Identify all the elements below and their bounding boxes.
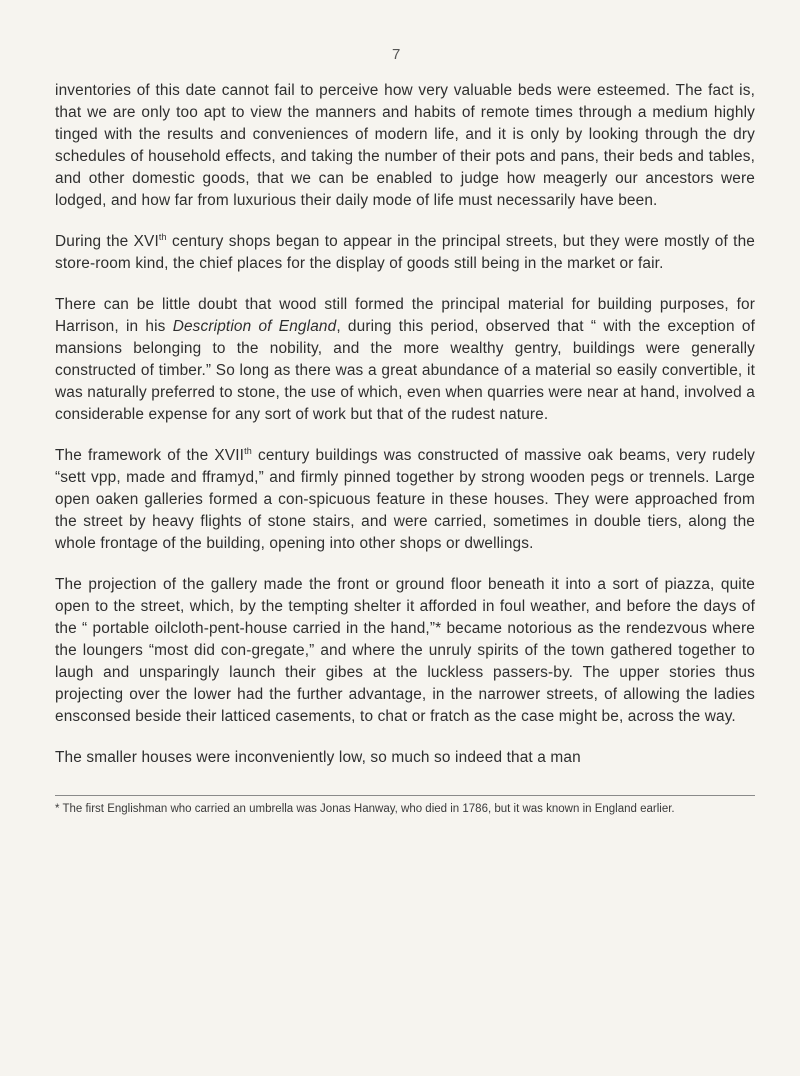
body-text (55, 80, 755, 788)
page-number: 7 (392, 46, 401, 63)
paragraph-3: There can be little doubt that wood still formed the principal material for building purposes, for Harrison, in his Description of England, during this period, observed that “ with the exception of mansions belonging to the nobility, and the more wealthy gentry, buildings were generally constructed of timber.” So long as there was a great abundance of a material so easily convertible, it was naturally preferred to stone, the use of which, even when quarries were near at hand, involved a considerable expense for any sort of work but that of the rudest nature. (55, 296, 755, 423)
paragraph-6: The smaller houses were inconveniently low, so much so indeed that a man (55, 749, 581, 766)
paragraph-1: inventories of this date cannot fail to perceive how very valuable beds were esteemed. The fact is, that we are only too apt to view the manners and habits of remote times through a medium highly tinged with the results and conveniences of modern life, and it is only by looking through the dry schedules of household effects, and taking the number of their pots and pans, their beds and tables, and other domestic goods, that we can be enabled to judge how meagerly our ancestors were lodged, and how far from luxurious their daily mode of life must necessarily have been. (55, 82, 755, 209)
footnote-divider (55, 795, 755, 796)
paragraph-4: The framework of the XVIIth century buildings was constructed of massive oak beams, very rudely “sett vpp, made and fframyd,” and firmly pinned together by strong wooden pegs or trennels. Large open oaken galleries formed a con-spicuous feature in these houses. They were approached from the street by heavy flights of stone stairs, and were carried, sometimes in double tiers, along the whole frontage of the building, opening into other shops or dwellings. (55, 445, 755, 552)
paragraph-2: During the XVIth century shops began to appear in the principal streets, but they were mostly of the store-room kind, the chief places for the display of goods still being in the market or fair. (55, 231, 756, 272)
paragraph-5: The projection of the gallery made the front or ground floor beneath it into a sort of piazza, quite open to the street, which, by the tempting shelter it afforded in foul weather, and before the days of the “ portable oilcloth-pent-house carried in the hand,”* became notorious as the rendezvous where the loungers “most did con-gregate,” and where the unruly spirits of the town gathered together to laugh and unsparingly launch their gibes at the luckless passers-by. The upper stories thus projecting over the lower had the further advantage, in the narrower streets, of allowing the ladies ensconsed beside their latticed casements, to chat or fratch as the case might be, across the way. (55, 576, 755, 725)
footnote: * The first Englishman who carried an umbrella was Jonas Hanway, who died in 1786, but it was known in England earlier. (55, 803, 675, 815)
